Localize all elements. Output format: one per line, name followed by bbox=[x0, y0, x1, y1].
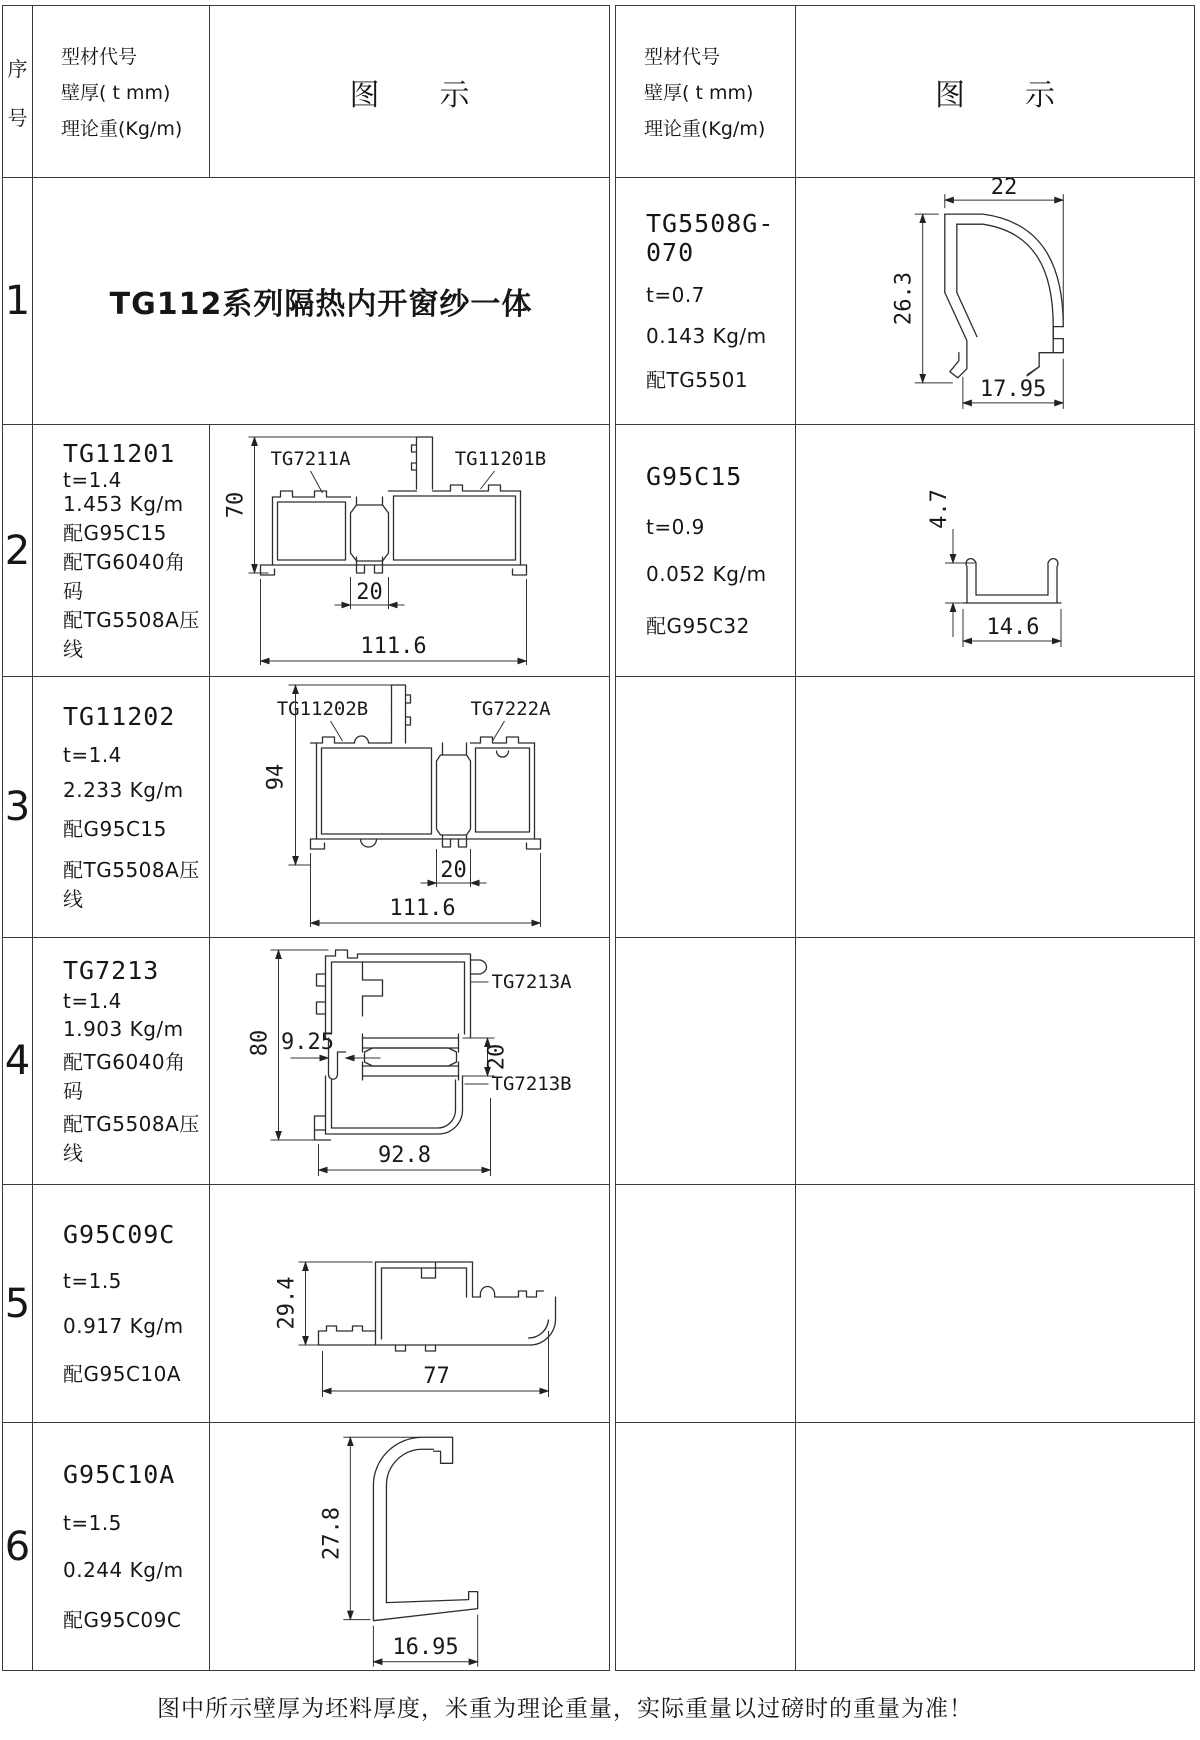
header-spec-line: 型材代号 bbox=[61, 46, 138, 68]
row2-right-specs bbox=[616, 425, 796, 677]
header-spec-line: 理论重(Kg/m) bbox=[61, 118, 183, 140]
profile-outline bbox=[315, 950, 487, 1140]
profile-code: TG11201 bbox=[63, 439, 176, 469]
callout-label: TG7211A bbox=[270, 448, 351, 470]
dim-height: 70 bbox=[223, 491, 249, 519]
row1-right-specs bbox=[616, 178, 796, 425]
spec-line: 0.917 Kg/m bbox=[63, 1313, 184, 1338]
profile-code: TG5508G-070 bbox=[646, 208, 775, 267]
dim-height: 4.7 bbox=[927, 489, 952, 529]
spec-line: 配G95C10A bbox=[63, 1362, 182, 1387]
spec-line: 配G95C15 bbox=[63, 817, 167, 842]
row6-right-specs-empty bbox=[616, 1423, 796, 1670]
dim-height: 29.4 bbox=[274, 1276, 300, 1330]
callout-label: TG7222A bbox=[470, 698, 551, 720]
spec-line: 配TG5508A压线 bbox=[63, 857, 200, 911]
profile-outline bbox=[963, 559, 1061, 603]
spec-line: t=1.4 bbox=[63, 468, 122, 493]
dim-top: 22 bbox=[990, 178, 1018, 201]
row3-left-specs bbox=[33, 677, 210, 938]
dimensions bbox=[892, 178, 1064, 409]
profile-outline bbox=[373, 1437, 477, 1620]
spec-line: t=1.5 bbox=[63, 1511, 122, 1536]
row2-index: 2 bbox=[3, 425, 33, 677]
spec-line: 配TG5508A压线 bbox=[63, 607, 200, 661]
profile-tables bbox=[2, 5, 1195, 1671]
dim-width: 77 bbox=[423, 1364, 450, 1389]
callout-label: TG11201B bbox=[454, 448, 547, 470]
header-spec-column-left bbox=[33, 6, 210, 178]
header-diagram-column-right bbox=[796, 6, 1194, 178]
header-diagram-label: 图 示 bbox=[935, 77, 1055, 113]
dimensions bbox=[224, 437, 527, 665]
diagram-g95c09c bbox=[210, 1185, 609, 1422]
row3-right-specs-empty bbox=[616, 677, 796, 938]
spec-line: 配G95C32 bbox=[646, 613, 750, 638]
row4-index: 4 bbox=[3, 938, 33, 1185]
row5-left-diagram-cell bbox=[210, 1185, 609, 1423]
row2-left-specs bbox=[33, 425, 210, 677]
spec-line: t=1.4 bbox=[63, 989, 122, 1014]
spec-line: 配TG6040角码 bbox=[63, 549, 186, 603]
diagram-g95c15 bbox=[796, 425, 1194, 676]
header-index-bottom: 号 bbox=[7, 105, 28, 130]
profile-outline bbox=[319, 1262, 556, 1351]
row4-right-specs-empty bbox=[616, 938, 796, 1185]
dim-center: 20 bbox=[440, 858, 467, 883]
dim-height: 80 bbox=[247, 1029, 273, 1057]
row5-left-specs bbox=[33, 1185, 210, 1423]
header-spec-line: 型材代号 bbox=[644, 46, 721, 68]
right-table bbox=[615, 5, 1195, 1671]
header-index-column bbox=[3, 6, 33, 178]
header-index-top: 序 bbox=[7, 56, 28, 81]
profile-code: TG7213 bbox=[63, 956, 160, 986]
row4-left-specs bbox=[33, 938, 210, 1185]
row6-left-specs bbox=[33, 1423, 210, 1670]
spec-line: 配TG5501 bbox=[646, 368, 749, 393]
dim-bottom: 17.95 bbox=[979, 376, 1047, 402]
spec-line: t=1.5 bbox=[63, 1269, 122, 1294]
diagram-tg7213 bbox=[210, 938, 609, 1184]
row3-left-diagram-cell bbox=[210, 677, 609, 938]
header-spec-line: 壁厚( t mm) bbox=[61, 82, 171, 104]
diagram-tg5508g-070 bbox=[796, 178, 1194, 424]
spec-line: 0.244 Kg/m bbox=[63, 1557, 184, 1582]
row1-index: 1 bbox=[3, 178, 33, 425]
dim-width: 14.6 bbox=[986, 615, 1040, 640]
profile-code: G95C10A bbox=[63, 1459, 176, 1489]
profile-code: G95C09C bbox=[63, 1219, 176, 1249]
dim-inner-height: 20 bbox=[484, 1043, 510, 1071]
row6-right-diagram-empty bbox=[796, 1423, 1194, 1670]
diagram-tg11202 bbox=[210, 677, 609, 937]
profile-code: G95C15 bbox=[646, 462, 743, 492]
spec-line: 1.903 Kg/m bbox=[63, 1017, 184, 1042]
callout-label: TG7213B bbox=[491, 1073, 572, 1095]
header-diagram-column-left bbox=[210, 6, 609, 178]
header-spec-line: 理论重(Kg/m) bbox=[644, 118, 766, 140]
diagram-g95c10a bbox=[210, 1423, 609, 1670]
dim-width: 111.6 bbox=[389, 896, 456, 921]
spec-line: 配TG6040角码 bbox=[63, 1049, 186, 1103]
row5-right-diagram-empty bbox=[796, 1185, 1194, 1423]
diagram-tg11201 bbox=[210, 425, 609, 676]
left-table bbox=[2, 5, 610, 1671]
row2-left-diagram-cell bbox=[210, 425, 609, 677]
dimensions bbox=[927, 489, 1061, 647]
row3-index: 3 bbox=[3, 677, 33, 938]
dim-width: 92.8 bbox=[378, 1143, 431, 1168]
spec-line: 配TG5508A压线 bbox=[63, 1111, 200, 1165]
dim-inner-width: 9.25 bbox=[281, 1030, 334, 1055]
row4-right-diagram-empty bbox=[796, 938, 1194, 1185]
dim-width: 16.95 bbox=[392, 1634, 459, 1660]
footnote: 图中所示壁厚为坯料厚度，米重为理论重量，实际重量以过磅时的重量为准！ bbox=[157, 1696, 973, 1722]
dim-left: 26.3 bbox=[891, 271, 917, 326]
spec-line: t=0.9 bbox=[646, 514, 705, 539]
spec-line: 0.143 Kg/m bbox=[646, 323, 767, 348]
row6-index: 6 bbox=[3, 1423, 33, 1670]
header-spec-line: 壁厚( t mm) bbox=[644, 82, 754, 104]
spec-line: 2.233 Kg/m bbox=[63, 777, 184, 802]
row1-series-title: TG112系列隔热内开窗纱一体 bbox=[33, 178, 609, 425]
row2-right-diagram-cell bbox=[796, 425, 1194, 677]
spec-line: t=0.7 bbox=[646, 283, 705, 308]
callout-label: TG7213A bbox=[491, 971, 572, 993]
row3-right-diagram-empty bbox=[796, 677, 1194, 938]
dim-height: 27.8 bbox=[319, 1506, 345, 1561]
diagram-callouts bbox=[277, 698, 551, 741]
dimensions bbox=[275, 1262, 549, 1397]
spec-line: t=1.4 bbox=[63, 742, 122, 767]
row4-left-diagram-cell bbox=[210, 938, 609, 1185]
spec-line: 配G95C09C bbox=[63, 1608, 182, 1633]
dimensions bbox=[264, 685, 541, 927]
dim-center: 20 bbox=[356, 580, 383, 605]
row5-right-specs-empty bbox=[616, 1185, 796, 1423]
row1-right-diagram-cell bbox=[796, 178, 1194, 425]
row6-left-diagram-cell bbox=[210, 1423, 609, 1670]
row5-index: 5 bbox=[3, 1185, 33, 1423]
callout-label: TG11202B bbox=[276, 698, 369, 720]
spec-line: 1.453 Kg/m bbox=[63, 492, 184, 517]
profile-code: TG11202 bbox=[63, 702, 176, 732]
spec-line: 0.052 Kg/m bbox=[646, 562, 767, 587]
spec-line: 配G95C15 bbox=[63, 520, 167, 545]
dimensions bbox=[319, 1437, 477, 1667]
profile-outline bbox=[945, 214, 1063, 378]
header-spec-column-right bbox=[616, 6, 796, 178]
header-diagram-label: 图 示 bbox=[349, 77, 470, 113]
diagram-callouts bbox=[270, 448, 546, 493]
dim-width: 111.6 bbox=[360, 634, 427, 659]
dim-height: 94 bbox=[263, 763, 289, 791]
